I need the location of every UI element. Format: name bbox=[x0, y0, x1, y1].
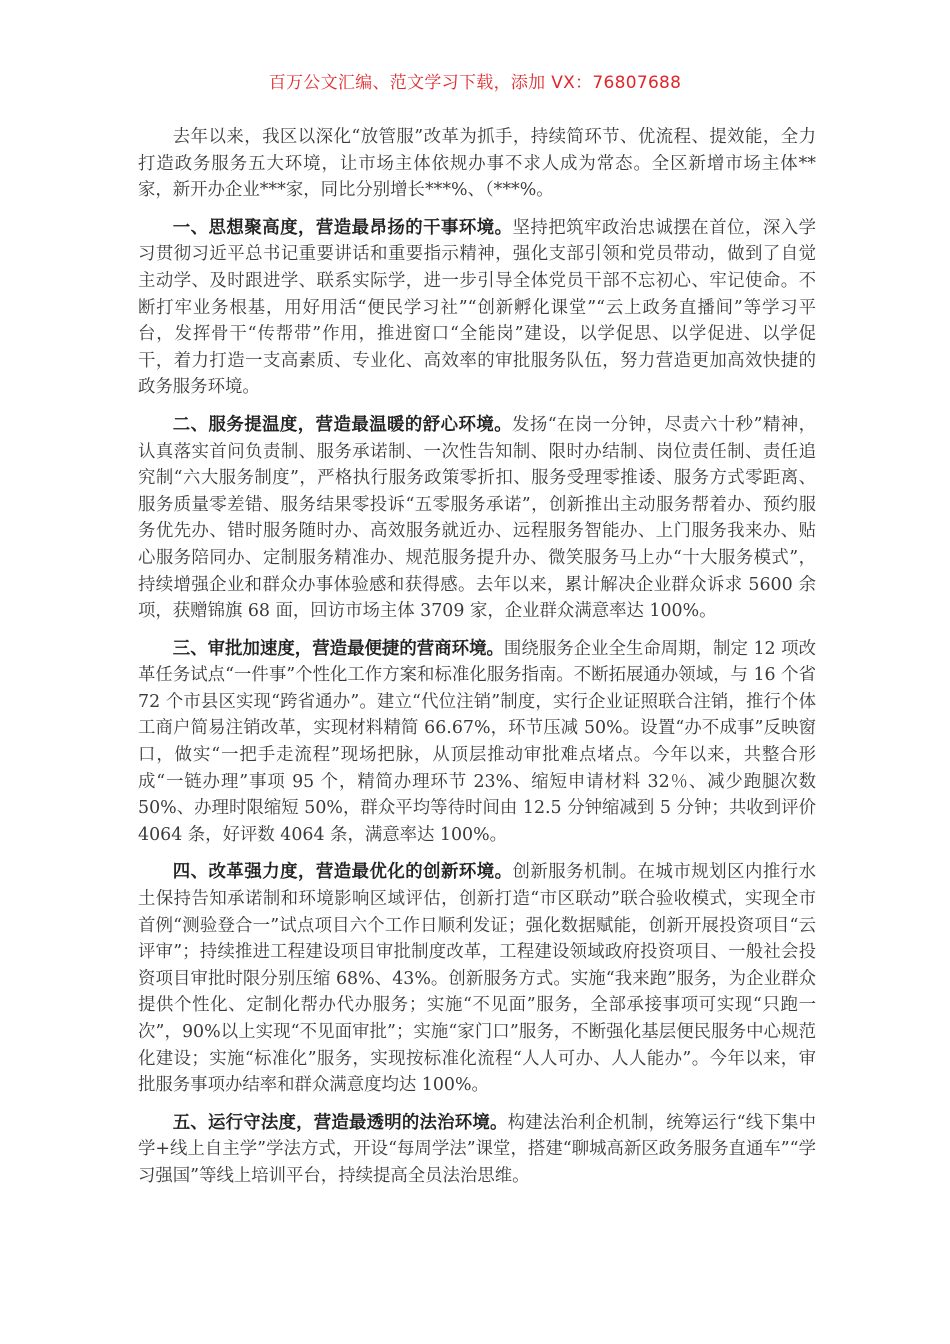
section-body-2: 发扬“在岗一分钟，尽责六十秒”精神，认真落实首问负责制、服务承诺制、一次性告知制、限时办结制、岗位责任制、责任追究制“六大服务制度”，严格执行服务政策零折扣、服务受理零推诿、服务方式零距离、服务质量零差错、服务结果零投诉“五零服务承诺”，创新推出主动服务帮着办、预约服务优先办、错时服务随时办、高效服务就近办、远程服务智能办、上门服务我来办、贴心服务陪同办、定制服务精准办、规范服务提升办、微笑服务马上办“十大服务模式”， 持续增强企业和群众办事体验感和获得感。去年以来，累计解决企业群众诉求 5600 余项，获赠锦旗 68 面，回访市场主体 3709 家，企业群众满意率达 100%。 bbox=[138, 414, 816, 622]
section-body-3: 围绕服务企业全生命周期，制定 12 项改革任务试点“一件事”个性化工作方案和标准化服务指南。不断拓展通办领域，与 16 个省 72 个市县区实现“跨省通办”。建立“代位注销”制度，实行企业证照联合注销，推行个体工商户简易注销改革，实现材料精简 66.67%，环节压减 50%。设置“办不成事”反映窗口，做实“一把手走流程”现场把脉，从顶层推动审批难点堵点。今年以来，共整合形成“一链办理”事项 95 个，精简办理环节 23%、缩短申请材料 32％、减少跑腿次数 50%、办理时限缩短 50%，群众平均等待时间由 12.5 分钟缩减到 5 分钟；共收到评价 4064 条，好评数 4064 条，满意率达 100%。 bbox=[138, 638, 816, 845]
section-paragraph-1 bbox=[138, 215, 816, 401]
section-paragraph-3 bbox=[138, 636, 816, 849]
download-banner: 百万公文汇编、范文学习下载，添加 VX：76807688 bbox=[268, 73, 682, 93]
section-heading-2: 二、服务提温度，营造最温暖的舒心环境。 bbox=[172, 414, 513, 435]
section-heading-5: 五、运行守法度，营造最透明的法治环境。 bbox=[172, 1112, 508, 1133]
section-paragraph-5 bbox=[138, 1110, 816, 1190]
section-body-5: 构建法治利企机制，统筹运行“线下集中学+线上自主学”学法方式，开设“每周学法”课堂，搭建“聊城高新区政务服务直通车”“学习强国”等线上培训平台，持续提高全员法治思维。 bbox=[138, 1112, 816, 1186]
intro-paragraph: 去年以来，我区以深化“放管服”改革为抓手，持续简环节、优流程、提效能，全力打造政务服务五大环境，让市场主体依规办事不求人成为常态。全区新增市场主体**家，新开办企业***家，同比分别增长***%、（***%。 bbox=[138, 127, 816, 201]
section-heading-4: 四、改革强力度，营造最优化的创新环境。 bbox=[172, 862, 513, 883]
section-body-4: 创新服务机制。在城市规划区内推行水土保持告知承诺制和环境影响区域评估，创新打造“市区联动”联合验收模式，实现全市首例“测验登合一”试点项目六个工作日顺利发证；强化数据赋能，创新开展投资项目“云评审”；持续推进工程建设项目审批制度改革，工程建设领域政府投资项目、一般社会投资项目审批时限分别压缩 68%、43%。创新服务方式。实施“我来跑”服务，为企业群众提供个性化、定制化帮办代办服务；实施“不见面”服务，全部承接事项可实现“只跑一次”，90%以上实现“不见面审批”；实施“家门口”服务，不断强化基层便民服务中心规范化建设；实施“标准化”服务，实现按标准化流程“人人可办、人人能办”。今年以来，审批服务事项办结率和群众满意度均达 100%。 bbox=[138, 862, 816, 1096]
section-body-1: 坚持把筑牢政治忠诚摆在首位，深入学习贯彻习近平总书记重要讲话和重要指示精神，强化支部引领和党员带动，做到了自觉主动学、及时跟进学、联系实际学，进一步引导全体党员干部不忘初心、牢记使命。不断打牢业务根基，用好用活“便民学习社”“创新孵化课堂”“云上政务直播间”等学习平台，发挥骨干“传帮带”作用，推进窗口“全能岗”建设，以学促思、以学促进、以学促干，着力打造一支高素质、专业化、高效率的审批服务队伍，努力营造更加高效快捷的政务服务环境。 bbox=[138, 217, 816, 398]
section-heading-1: 一、思想聚高度，营造最昂扬的干事环境。 bbox=[172, 217, 513, 238]
document-body bbox=[138, 124, 816, 1201]
section-heading-3: 三、审批加速度，营造最便捷的营商环境。 bbox=[172, 638, 504, 659]
section-paragraph-2 bbox=[138, 412, 816, 625]
section-paragraph-4 bbox=[138, 859, 816, 1098]
